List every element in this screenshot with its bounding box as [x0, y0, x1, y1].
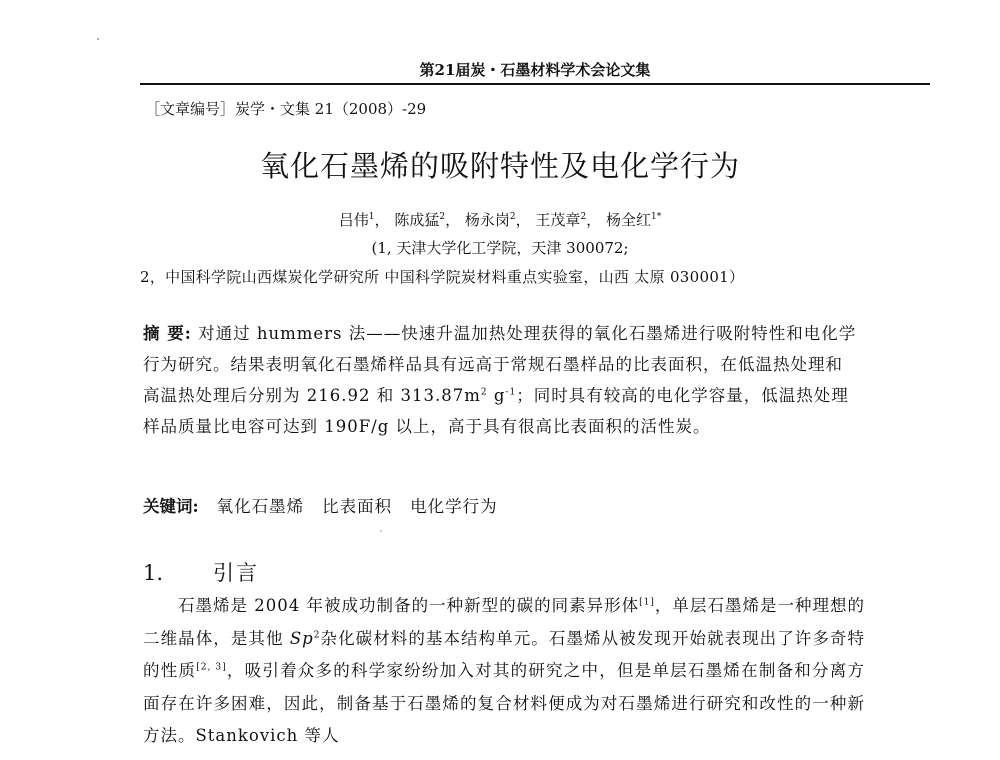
- sp-superscript: 2: [313, 630, 321, 640]
- author-separator: ，: [374, 211, 390, 229]
- keywords: [143, 494, 860, 520]
- author-separator: ，: [445, 211, 461, 229]
- author-affil-mark: 2: [439, 212, 446, 222]
- author-affil-mark: 1: [368, 212, 375, 222]
- author-affil-mark: 2: [509, 212, 516, 222]
- running-header: 第21届炭・石墨材料学术会论文集: [419, 61, 651, 79]
- abstract-text: g: [487, 386, 506, 405]
- author-name: 王茂章: [535, 211, 581, 229]
- abstract-label: 摘 要:: [143, 324, 192, 343]
- citation: [2, 3]: [196, 662, 227, 673]
- unit-superscript: 2: [480, 387, 488, 398]
- affiliation-2: 2，中国科学院山西煤炭化学研究所 中国科学院炭材料重点实验室，山西 太原 030001）: [140, 268, 745, 286]
- unit-superscript: -1: [505, 387, 517, 398]
- author-separator: ，: [586, 211, 602, 229]
- affiliation-1: (1, 天津大学化工学院，天津 300072;: [371, 239, 629, 257]
- abstract: [143, 318, 860, 442]
- article-number: ［文章编号］炭学・文集 21（2008）-29: [145, 100, 427, 118]
- author-list: [0, 209, 1000, 231]
- abstract-text: 对通过 hummers 法——快速升温加热处理获得的氧化石墨烯进行吸附特性和电化学行为研究。结果表明氧化石墨烯样品具有远高于常规石墨样品的比表面积，在低温热处理和高温热处理后分别为 216.92 和 313.87m: [143, 324, 857, 405]
- author-affil-mark: 2: [580, 212, 587, 222]
- intro-text: 石墨烯是 2004 年被成功制备的一种新型的碳的同素异形体: [178, 596, 640, 615]
- author-separator: ，: [515, 211, 531, 229]
- section-title: 引言: [213, 561, 259, 585]
- header-rule: [140, 83, 930, 85]
- keyword-item: 氧化石墨烯: [216, 497, 305, 516]
- intro-text: ，单层石墨烯是一种理想的二维晶体，是其他: [143, 596, 866, 648]
- author-name: 杨永岗: [464, 211, 510, 229]
- intro-text: ，吸引着众多的科学家纷纷加入对其的研究之中，但是单层石墨烯在制备和分离方面存在许多困难，因此，制备基于石墨烯的复合材料便成为对石墨烯进行研究和改性的一种新方法。Stankovich 等人: [143, 661, 866, 745]
- intro-text: 杂化碳材料的基本结构单元。石墨烯从被发现开始就表现出了许多奇特的性质: [143, 628, 865, 680]
- intro-paragraph: [143, 590, 865, 753]
- keywords-label: 关键词:: [143, 497, 199, 516]
- scan-speck: [97, 38, 99, 40]
- section-heading: [143, 558, 259, 588]
- author-affil-mark: 1*: [650, 212, 662, 222]
- citation: [1]: [639, 597, 655, 608]
- keyword-item: 比表面积: [322, 497, 393, 516]
- paper-title: 氧化石墨烯的吸附特性及电化学行为: [259, 149, 740, 183]
- sp-term: Sp: [289, 628, 314, 648]
- author-name: 吕伟: [338, 211, 369, 229]
- section-number: 1.: [143, 561, 164, 585]
- author-name: 陈成猛: [394, 211, 440, 229]
- keyword-item: 电化学行为: [410, 497, 498, 516]
- scan-speck: [380, 530, 382, 532]
- abstract-text: ；同时具有较高的电化学容量，低温热处理样品质量比电容可达到 190F/g 以上，高于具有很高比表面积的活性炭。: [143, 386, 849, 436]
- author-name: 杨全红: [605, 211, 651, 229]
